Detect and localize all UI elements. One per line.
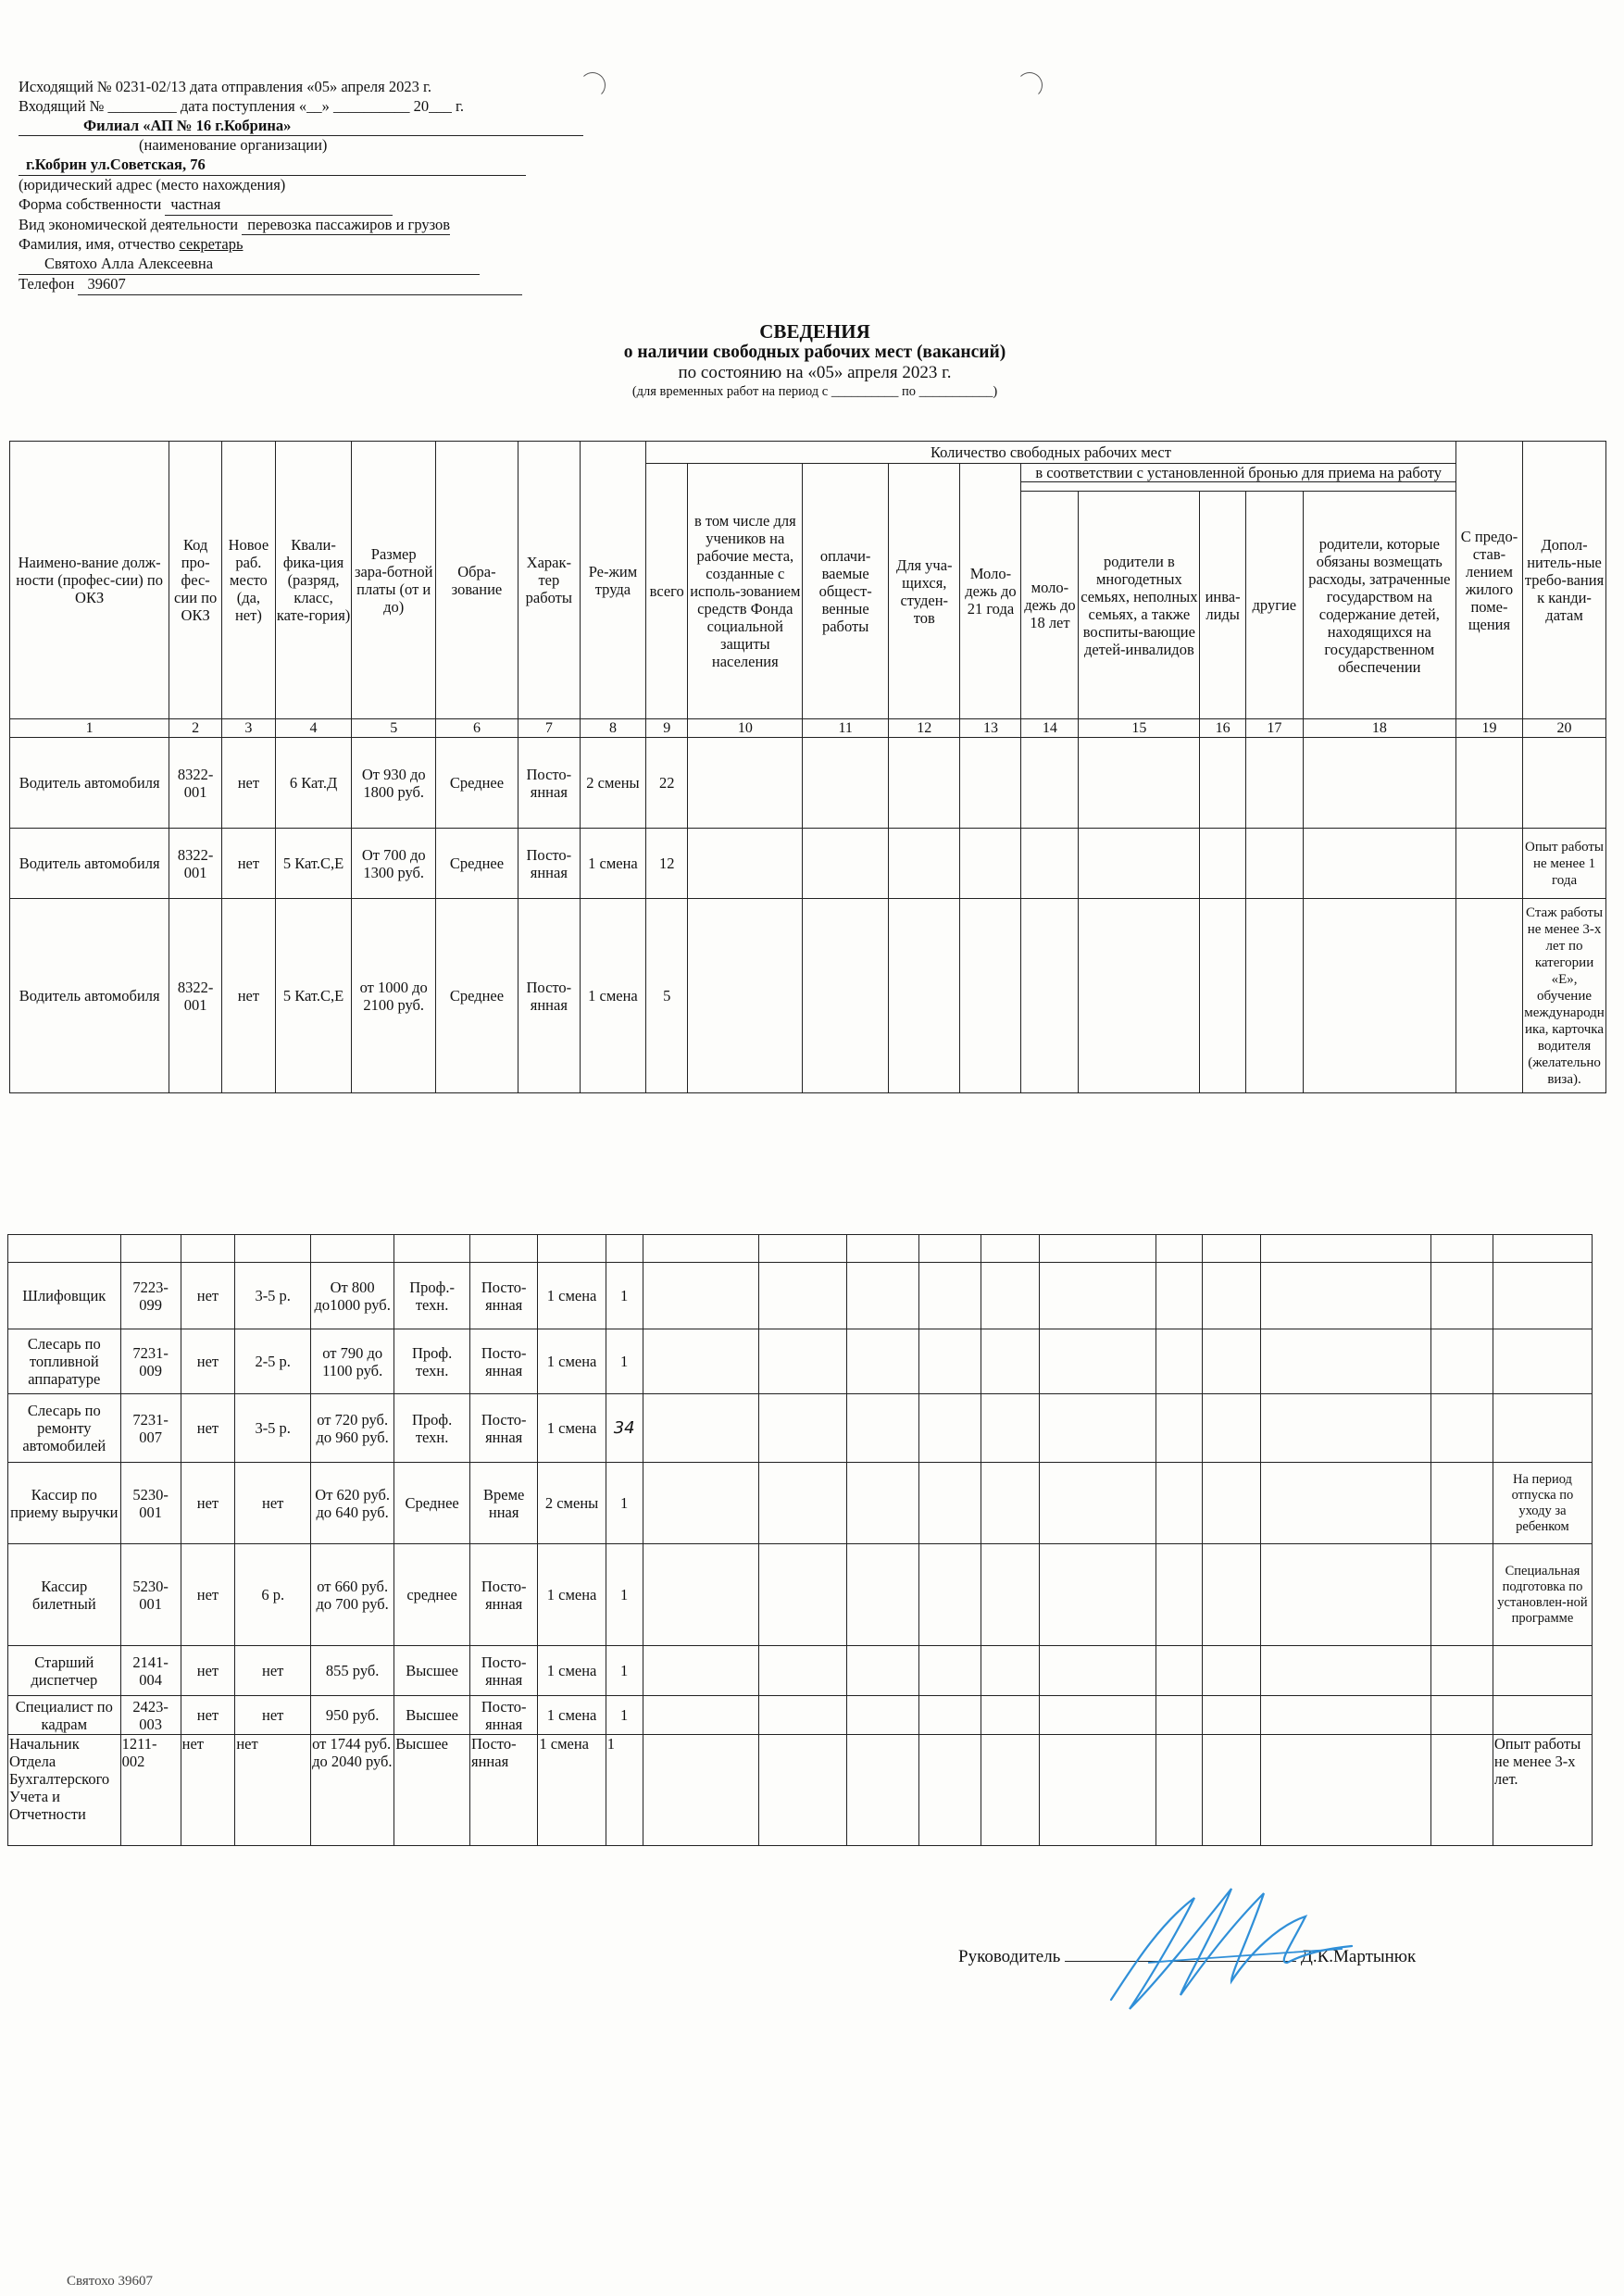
cell-total: 1: [606, 1544, 643, 1646]
column-number: 11: [803, 719, 889, 738]
cell-qualification: 6 Кат.Д: [275, 738, 352, 829]
col-group-vacancy-count: Количество свободных рабочих мест: [646, 442, 1456, 464]
cell-code: 5230-001: [120, 1463, 181, 1544]
cell-total: 1: [606, 1463, 643, 1544]
cell-work-mode: 1 смена: [580, 829, 645, 899]
table-row: [8, 1263, 1593, 1329]
cell-total: 5: [646, 899, 688, 1093]
table-row: [8, 1646, 1593, 1696]
activity-label: Вид экономической деятельности: [19, 215, 239, 233]
cell-work-type: Посто-янная: [470, 1329, 538, 1394]
table-row: [8, 1544, 1593, 1646]
signature-label: Руководитель: [958, 1947, 1061, 1966]
col-header-for-students: Для уча-щихся, студен-тов: [889, 464, 960, 719]
cell-code: 8322-001: [169, 738, 222, 829]
footer-note: Святохо 39607: [67, 2274, 153, 2289]
cell-extra-requirements: Стаж работы не менее 3-х лет по категории «Е», обучение международн ика, карточка водителя (желательно виза).: [1523, 899, 1606, 1093]
cell-work-type: Посто-янная: [518, 899, 580, 1093]
cell-work-type: Посто-янная: [518, 738, 580, 829]
address-caption: (юридический адрес (место нахождения): [19, 175, 286, 193]
cell-work-mode: 2 смены: [580, 738, 645, 829]
column-number: 19: [1455, 719, 1522, 738]
cell-new-place: нет: [181, 1263, 235, 1329]
cell-extra-requirements: [1493, 1696, 1592, 1735]
cell-salary: от 660 руб. до 700 руб.: [311, 1544, 394, 1646]
cell-education: Высшее: [394, 1646, 470, 1696]
col-header-parents: родители в многодетных семьях, неполных семьях, а также воспиты-вающие детей-инвалидов: [1079, 492, 1200, 719]
col-header-code: Код про-фес-сии по ОКЗ: [169, 442, 222, 719]
cell-extra-requirements: [1493, 1394, 1592, 1463]
activity-line: [19, 216, 537, 236]
column-number: 3: [222, 719, 276, 738]
column-number: 7: [518, 719, 580, 738]
cell-total: 22: [646, 738, 688, 829]
cell-position: Кассир билетный: [8, 1544, 121, 1646]
col-header-total: всего: [646, 464, 688, 719]
cell-education: Среднее: [436, 899, 518, 1093]
title-main: СВЕДЕНИЯ: [759, 320, 870, 343]
cell-new-place: нет: [181, 1394, 235, 1463]
cell-salary: От 700 до 1300 руб.: [352, 829, 436, 899]
ownership-value: частная: [165, 195, 393, 216]
cell-extra-requirements: [1493, 1646, 1592, 1696]
cell-total: 1: [606, 1735, 643, 1846]
cell-work-type: Посто-янная: [470, 1263, 538, 1329]
punch-hole-mark: [580, 72, 606, 98]
document-title: [518, 320, 1111, 400]
cell-qualification: нет: [235, 1646, 311, 1696]
vacancies-table: [9, 441, 1606, 1093]
column-number: 10: [688, 719, 803, 738]
column-number: 13: [960, 719, 1021, 738]
cell-position: Слесарь по топливной аппаратуре: [8, 1329, 121, 1394]
cell-new-place: нет: [181, 1463, 235, 1544]
outgoing-line: Исходящий № 0231-02/13 дата отправления «05» апреля 2023 г.: [19, 78, 432, 95]
cell-extra-requirements: [1493, 1329, 1592, 1394]
column-number: 8: [580, 719, 645, 738]
punch-hole-mark: [1017, 72, 1043, 98]
cell-code: 8322-001: [169, 899, 222, 1093]
col-header-extra-requirements: Допол-нитель-ные требо-вания к канди-датам: [1523, 442, 1606, 719]
table-row: [8, 1329, 1593, 1394]
cell-code: 7223-099: [120, 1263, 181, 1329]
cell-code: 7231-009: [120, 1329, 181, 1394]
cell-new-place: нет: [181, 1735, 235, 1846]
table-row: [10, 829, 1606, 899]
cell-salary: от 1744 руб. до 2040 руб.: [311, 1735, 394, 1846]
cell-work-mode: 1 смена: [538, 1735, 606, 1846]
column-number: 20: [1523, 719, 1606, 738]
cell-new-place: нет: [181, 1646, 235, 1696]
col-header-youth-21: Моло-дежь до 21 года: [960, 464, 1021, 719]
cell-position: Водитель автомобиля: [10, 738, 169, 829]
cell-work-type: Посто-янная: [470, 1735, 538, 1846]
cell-position: Слесарь по ремонту автомобилей: [8, 1394, 121, 1463]
cell-work-mode: 1 смена: [538, 1263, 606, 1329]
phone-value: 39607: [78, 275, 522, 295]
cell-salary: От 800 до1000 руб.: [311, 1263, 394, 1329]
organization-caption: (наименование организации): [139, 136, 328, 155]
table-row: [8, 1394, 1593, 1463]
table-row: [8, 1463, 1593, 1544]
column-number: 5: [352, 719, 436, 738]
cell-qualification: 3-5 р.: [235, 1263, 311, 1329]
activity-value: перевозка пассажиров и грузов: [242, 216, 450, 236]
col-header-parents-reimburse: родители, которые обязаны возмещать расходы, затраченные государством на содержание детей, находящихся на государственном обеспечении: [1303, 492, 1455, 719]
col-header-new-place: Новое раб. место (да, нет): [222, 442, 276, 719]
col-group-spacer: [1021, 482, 1455, 492]
cell-salary: от 1000 до 2100 руб.: [352, 899, 436, 1093]
cell-work-type: Посто-янная: [470, 1646, 538, 1696]
cell-salary: От 620 руб. до 640 руб.: [311, 1463, 394, 1544]
cell-position: Начальник Отдела Бухгалтерского Учета и Отчетности: [8, 1735, 121, 1846]
cell-position: Шлифовщик: [8, 1263, 121, 1329]
signature-name: Д.К.Мартынюк: [1300, 1947, 1417, 1966]
cell-total: 1: [606, 1263, 643, 1329]
table-row: [10, 738, 1606, 829]
cell-salary: от 790 до 1100 руб.: [311, 1329, 394, 1394]
col-group-reserve: в соответствии с установленной бронью для приема на работу: [1021, 464, 1455, 482]
table-row: [8, 1696, 1593, 1735]
column-number: 6: [436, 719, 518, 738]
address-value: г.Кобрин ул.Советская, 76: [19, 156, 526, 176]
cell-extra-requirements: [1523, 738, 1606, 829]
column-number: 18: [1303, 719, 1455, 738]
col-header-work-type: Харак-тер работы: [518, 442, 580, 719]
cell-education: Проф. техн.: [394, 1394, 470, 1463]
cell-qualification: нет: [235, 1696, 311, 1735]
col-header-qualification: Квали-фика-ция (разряд, класс, кате-гория): [275, 442, 352, 719]
cell-new-place: нет: [222, 738, 276, 829]
col-header-housing: С предо-став-лением жилого поме-щения: [1455, 442, 1522, 719]
table-row: [10, 899, 1606, 1093]
cell-code: 8322-001: [169, 829, 222, 899]
vacancies-table-continued: [7, 1234, 1593, 1846]
cell-new-place: нет: [181, 1696, 235, 1735]
column-number: 17: [1245, 719, 1303, 738]
cell-position: Водитель автомобиля: [10, 829, 169, 899]
cell-work-mode: 2 смены: [538, 1463, 606, 1544]
title-date: по состоянию на «05» апреля 2023 г.: [678, 363, 952, 382]
col-header-students-fund: в том числе для учеников на рабочие места, созданные с исполь-зованием средств Фонда социальной защиты населения: [688, 464, 803, 719]
cell-total: 1: [606, 1696, 643, 1735]
cell-work-mode: 1 смена: [538, 1646, 606, 1696]
cell-work-type: Посто-янная: [470, 1544, 538, 1646]
cell-new-place: нет: [181, 1329, 235, 1394]
table-top-row: [8, 1235, 1593, 1263]
cell-education: Среднее: [436, 829, 518, 899]
column-number: 14: [1021, 719, 1079, 738]
cell-work-mode: 1 смена: [580, 899, 645, 1093]
cell-work-type: Време нная: [470, 1463, 538, 1544]
cell-qualification: нет: [235, 1463, 311, 1544]
column-number: 9: [646, 719, 688, 738]
cell-education: Проф. техн.: [394, 1329, 470, 1394]
contact-line: [19, 235, 537, 255]
table-row: [8, 1735, 1593, 1846]
column-number: 16: [1200, 719, 1246, 738]
cell-extra-requirements: [1493, 1263, 1592, 1329]
cell-education: Высшее: [394, 1735, 470, 1846]
cell-work-type: Посто-янная: [470, 1394, 538, 1463]
cell-qualification: 6 р.: [235, 1544, 311, 1646]
title-period: (для временных работ на период с __________ по ___________): [631, 384, 998, 399]
cell-extra-requirements: Опыт работы не менее 1 года: [1523, 829, 1606, 899]
incoming-line: Входящий № _________ дата поступления «__» __________ 20___ г.: [19, 96, 465, 115]
cell-education: Среднее: [436, 738, 518, 829]
ownership-line: [19, 195, 537, 216]
cell-new-place: нет: [181, 1544, 235, 1646]
ownership-label: Форма собственности: [19, 194, 162, 213]
column-numbers-row: [10, 719, 1606, 738]
cell-code: 5230-001: [120, 1544, 181, 1646]
cell-qualification: 3-5 р.: [235, 1394, 311, 1463]
document-header: [19, 78, 537, 295]
cell-position: Кассир по приему выручки: [8, 1463, 121, 1544]
cell-qualification: 5 Кат.С,Е: [275, 829, 352, 899]
column-number: 4: [275, 719, 352, 738]
cell-work-type: Посто-янная: [470, 1696, 538, 1735]
cell-total: 1: [606, 1329, 643, 1394]
cell-code: 2141-004: [120, 1646, 181, 1696]
col-header-youth-18: моло-дежь до 18 лет: [1021, 492, 1079, 719]
contact-label: Фамилия, имя, отчество: [19, 235, 176, 254]
cell-extra-requirements: Специальная подготовка по установлен-ной программе: [1493, 1544, 1592, 1646]
cell-education: Высшее: [394, 1696, 470, 1735]
cell-qualification: 2-5 р.: [235, 1329, 311, 1394]
cell-new-place: нет: [222, 829, 276, 899]
cell-new-place: нет: [222, 899, 276, 1093]
cell-extra-requirements: Опыт работы не менее 3-х лет.: [1493, 1735, 1592, 1846]
cell-work-mode: 1 смена: [538, 1394, 606, 1463]
cell-total: 34: [606, 1394, 643, 1463]
organization-name: Филиал «АП № 16 г.Кобрина»: [19, 117, 583, 137]
column-number: 15: [1079, 719, 1200, 738]
cell-work-mode: 1 смена: [538, 1544, 606, 1646]
cell-education: Среднее: [394, 1463, 470, 1544]
cell-work-mode: 1 смена: [538, 1329, 606, 1394]
column-number: 2: [169, 719, 222, 738]
column-number: 12: [889, 719, 960, 738]
cell-total: 12: [646, 829, 688, 899]
title-subject: о наличии свободных рабочих мест (вакансий): [623, 343, 1006, 362]
cell-position: Специалист по кадрам: [8, 1696, 121, 1735]
col-header-salary: Размер зара-ботной платы (от и до): [352, 442, 436, 719]
cell-code: 2423-003: [120, 1696, 181, 1735]
handwritten-signature: [1093, 1861, 1370, 2028]
cell-work-mode: 1 смена: [538, 1696, 606, 1735]
cell-salary: 950 руб.: [311, 1696, 394, 1735]
cell-salary: 855 руб.: [311, 1646, 394, 1696]
cell-salary: От 930 до 1800 руб.: [352, 738, 436, 829]
contact-name: Святохо Алла Алексеевна: [19, 255, 480, 275]
col-header-education: Обра-зование: [436, 442, 518, 719]
cell-education: Проф.-техн.: [394, 1263, 470, 1329]
cell-qualification: нет: [235, 1735, 311, 1846]
phone-line: [19, 275, 537, 295]
cell-education: среднее: [394, 1544, 470, 1646]
cell-code: 7231-007: [120, 1394, 181, 1463]
column-number: 1: [10, 719, 169, 738]
cell-position: Старший диспетчер: [8, 1646, 121, 1696]
col-header-disabled: инва-лиды: [1200, 492, 1246, 719]
cell-salary: от 720 руб. до 960 руб.: [311, 1394, 394, 1463]
cell-total: 1: [606, 1646, 643, 1696]
cell-qualification: 5 Кат.С,Е: [275, 899, 352, 1093]
cell-extra-requirements: На период отпуска по уходу за ребенком: [1493, 1463, 1592, 1544]
cell-position: Водитель автомобиля: [10, 899, 169, 1093]
col-header-others: другие: [1245, 492, 1303, 719]
cell-work-type: Посто-янная: [518, 829, 580, 899]
contact-role: секретарь: [179, 235, 244, 254]
cell-code: 1211-002: [120, 1735, 181, 1846]
phone-label: Телефон: [19, 274, 75, 293]
col-header-position: Наимено-вание долж-ности (профес-сии) по ОКЗ: [10, 442, 169, 719]
col-header-work-mode: Ре-жим труда: [580, 442, 645, 719]
col-header-public-works: оплачи-ваемые общест-венные работы: [803, 464, 889, 719]
